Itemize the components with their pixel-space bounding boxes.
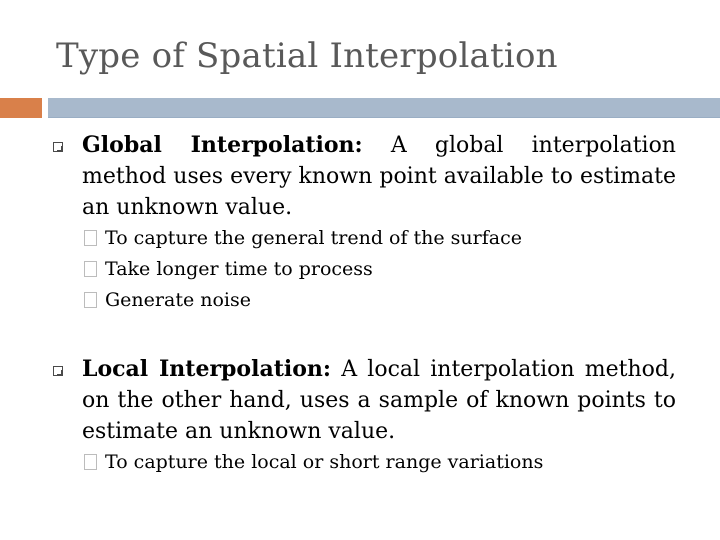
local-point-1 — [84, 450, 684, 474]
global-point-1 — [84, 226, 684, 250]
square-bullet-icon — [53, 366, 63, 376]
global-point-3 — [84, 288, 684, 312]
global-interpolation-definition: A global interpolation method uses every known point available to estimate an unknown value. — [82, 133, 676, 220]
global-point-3-text: Generate noise — [105, 289, 251, 311]
global-point-2 — [84, 257, 684, 281]
checkbox-bullet-icon — [84, 454, 97, 470]
local-interpolation-definition: A local interpolation method, on the other hand, uses a sample of known points to estimate an unknown value. — [82, 357, 676, 444]
global-interpolation-paragraph — [82, 130, 676, 223]
accent-bar-orange — [0, 98, 42, 118]
global-interpolation-term: Global Interpolation: — [82, 132, 363, 158]
global-point-2-text: Take longer time to process — [105, 258, 373, 280]
slide-title: Type of Spatial Interpolation — [56, 36, 558, 76]
local-point-1-text: To capture the local or short range variations — [105, 451, 544, 473]
square-bullet-icon — [53, 142, 63, 152]
checkbox-bullet-icon — [84, 230, 97, 246]
accent-bar-blue — [48, 98, 720, 118]
local-interpolation-paragraph — [82, 354, 676, 447]
global-point-1-text: To capture the general trend of the surface — [105, 227, 522, 249]
checkbox-bullet-icon — [84, 292, 97, 308]
local-interpolation-term: Local Interpolation: — [82, 356, 332, 382]
checkbox-bullet-icon — [84, 261, 97, 277]
